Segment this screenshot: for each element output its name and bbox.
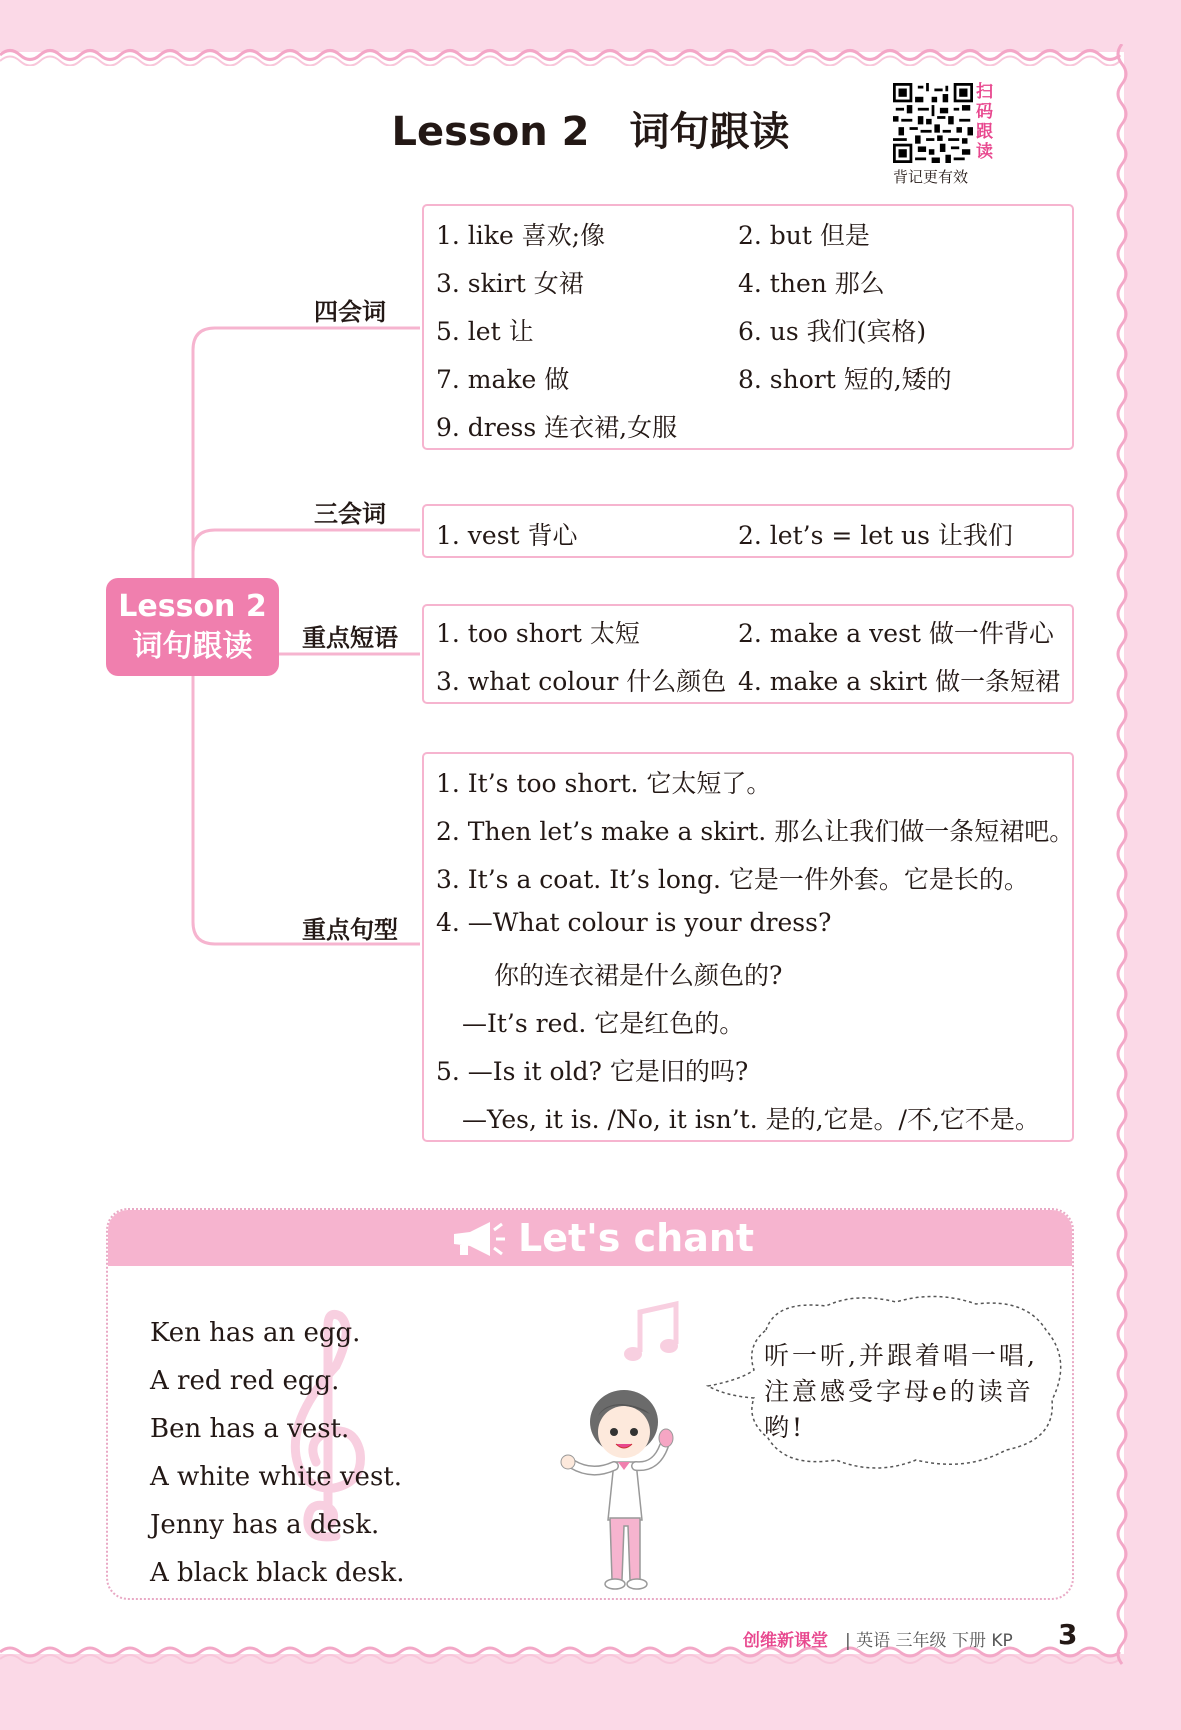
sentence-line: 1. It’s too short. 它太短了。 [436,769,772,798]
list-item: 3. skirt 女裙 [436,269,584,298]
chant-header [108,1210,1072,1266]
qr-side-caption: 扫 码 跟 读 [976,82,993,162]
chant-line: A red red egg. [150,1366,340,1396]
branch-label-four-skill-words: 四会词 [314,298,386,326]
footer-info: | 英语 三年级 下册 KP [845,1631,1013,1651]
footer-brand: 创维新课堂 [743,1631,828,1651]
chant-title: Let's chant [518,1216,755,1260]
branch-label-three-skill-words: 三会词 [314,500,386,528]
chant-line: Jenny has a desk. [150,1510,380,1540]
list-item: 1. too short 太短 [436,619,640,648]
sentence-line: 3. It’s a coat. It’s long. 它是一件外套。它是长的。 [436,865,1029,894]
speech-bubble-text: 听一听,并跟着唱一唱,注意感受字母e的读音哟! [764,1341,1038,1442]
list-item: 7. make 做 [436,365,570,394]
chant-panel [106,1208,1074,1600]
music-note-icon [618,1298,688,1368]
sentence-line: —Yes, it is. /No, it isn’t. 是的,它是。/不,它不是。 [462,1105,1040,1134]
four-skill-words-box [422,204,1074,450]
chant-line: Ken has an egg. [150,1318,361,1348]
title-chinese: 词句跟读 [629,109,790,155]
chant-line: A white white vest. [150,1462,403,1492]
list-item: 3. what colour 什么颜色 [436,667,727,696]
key-phrases-box [422,604,1074,704]
list-item: 1. like 喜欢;像 [436,221,606,250]
center-node-line2: 词句跟读 [132,629,253,664]
center-node-line1: Lesson 2 [118,589,267,624]
qr-note: 背记更有效 [893,168,969,186]
sentence-line: 你的连衣裙是什么颜色的? [494,961,783,990]
list-item: 4. make a skirt 做一条短裙 [738,667,1061,696]
list-item: 5. let 让 [436,317,534,346]
list-item: 2. make a vest 做一件背心 [738,619,1054,648]
center-node [106,578,279,676]
sentence-line: —It’s red. 它是红色的。 [462,1009,745,1038]
list-item: 6. us 我们(宾格) [738,317,927,346]
sentence-line: 4. —What colour is your dress? [436,908,832,937]
list-item: 2. but 但是 [738,221,870,250]
three-skill-words-box [422,504,1074,558]
page-number: 3 [1058,1618,1078,1651]
megaphone-icon [448,1218,506,1260]
singing-girl-illustration [552,1380,692,1600]
branch-label-key-phrases: 重点短语 [302,624,398,652]
key-sentences-box [422,752,1074,1142]
list-item: 1. vest 背心 [436,521,578,550]
branch-label-key-sentences: 重点句型 [302,916,398,944]
chant-line: A black black desk. [150,1558,405,1588]
sentence-line: 2. Then let’s make a skirt. 那么让我们做一条短裙吧。 [436,817,1075,846]
list-item: 4. then 那么 [738,269,885,298]
sentence-line: 5. —Is it old? 它是旧的吗? [436,1057,749,1086]
list-item: 8. short 短的,矮的 [738,365,952,394]
list-item: 2. let’s = let us 让我们 [738,521,1013,550]
chant-line: Ben has a vest. [150,1414,350,1444]
list-item: 9. dress 连衣裙,女服 [436,413,678,442]
title-english: Lesson 2 [391,109,590,155]
